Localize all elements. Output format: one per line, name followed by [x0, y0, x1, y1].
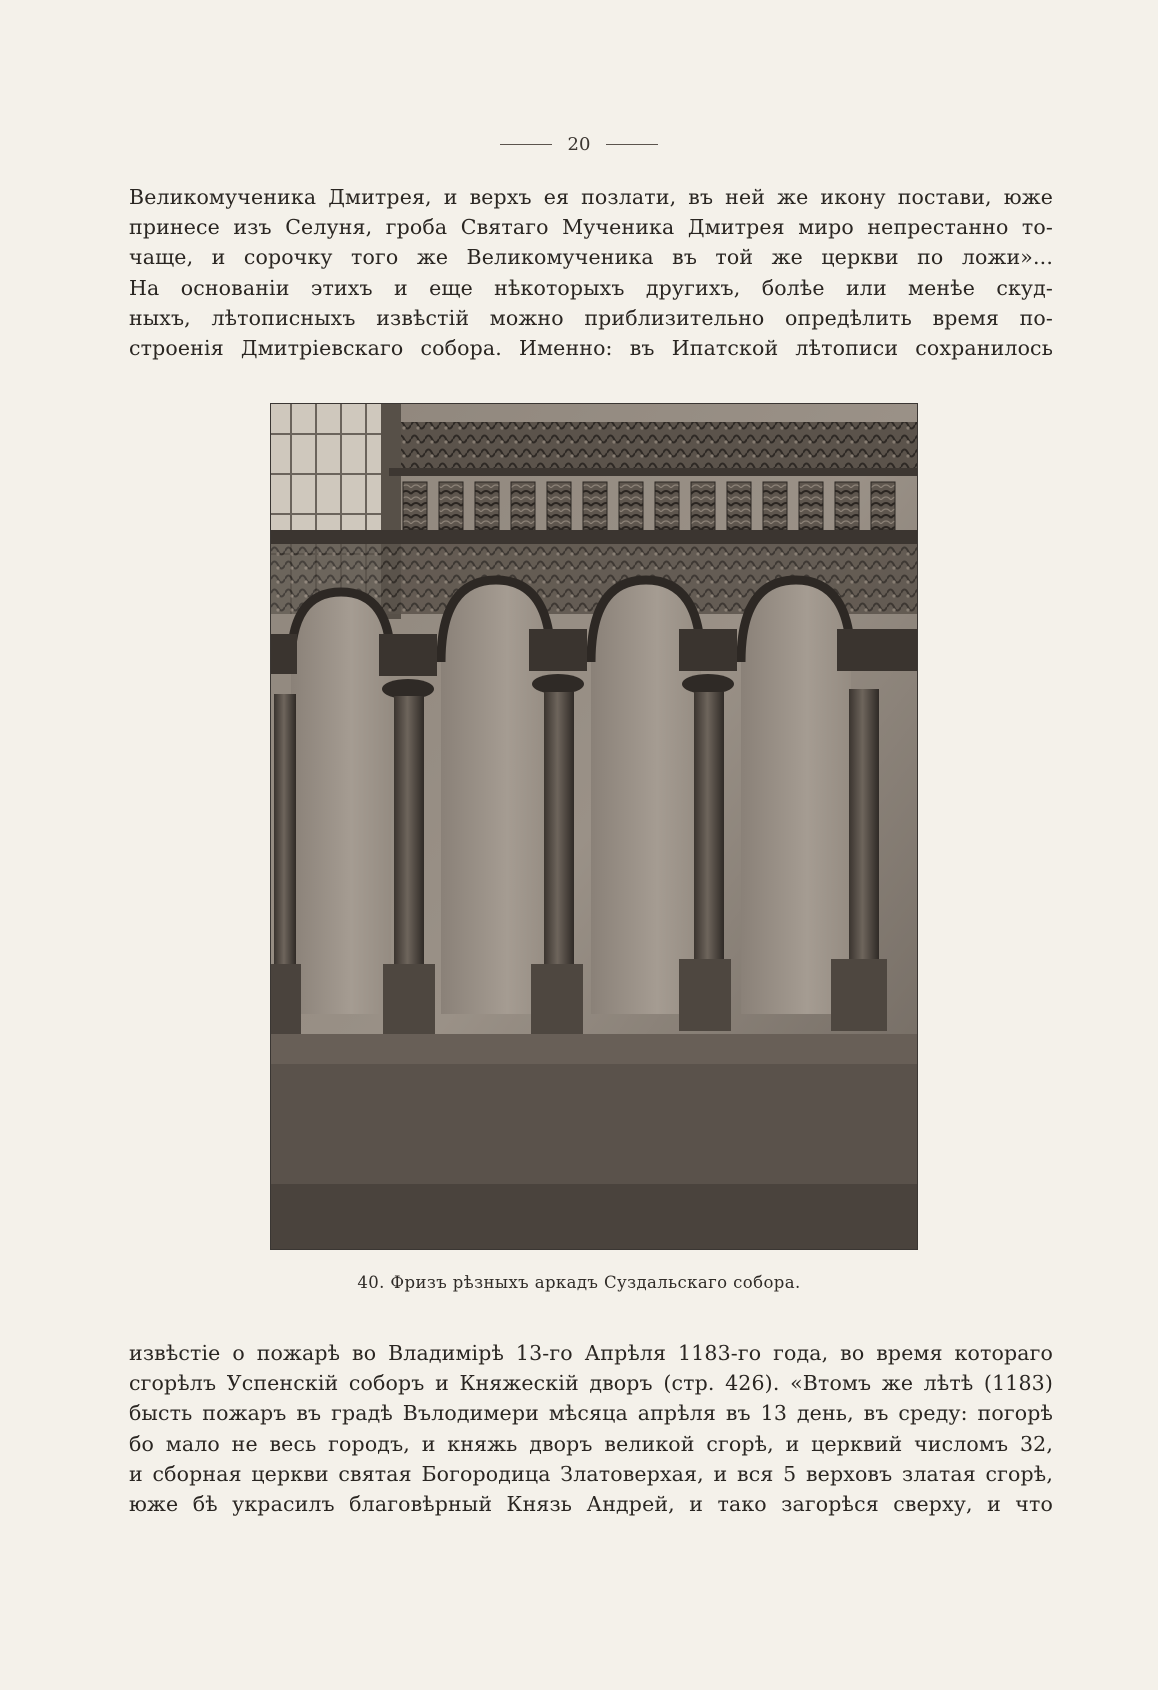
text-line: чаще, и сорочку того же Великомученика въ той же церкви по ложи»...	[129, 245, 1053, 270]
figure-caption: 40. Фризъ рѣзныхъ аркадъ Суздальскаго собора.	[357, 1273, 801, 1292]
text-line: принесе изъ Селуня, гроба Святаго Мученика Дмитрея миро непрестанно то-	[129, 215, 1053, 240]
paragraph-top	[129, 182, 1053, 363]
text-line: строенiя Дмитрiевскаго собора. Именно: въ Ипатской лѣтописи сохранилось	[129, 336, 1053, 361]
text-line: сгорѣлъ Успенскiй соборъ и Княжескiй дворъ (стр. 426). «Втомъ же лѣтѣ (1183)	[129, 1371, 1053, 1396]
header-rule-left	[500, 144, 552, 145]
text-line: извѣстiе о пожарѣ во Владимiрѣ 13-го Апрѣля 1183-го года, во время котораго	[129, 1341, 1053, 1365]
paragraph-bottom	[129, 1338, 1053, 1519]
figure-photograph	[270, 403, 918, 1250]
page-number: 20	[567, 134, 591, 155]
text-line: и сборная церкви святая Богородица Златоверхая, и вся 5 верховъ златая сгорѣ,	[129, 1461, 1053, 1486]
text-line: Великомученика Дмитрея, и верхъ ея позлати, въ ней же икону постави, юже	[129, 185, 1053, 209]
text-line: юже бѣ украсилъ благовѣрный Князь Андрей, и тако загорѣся сверху, и что	[129, 1492, 1053, 1517]
page-header	[0, 134, 1158, 155]
text-line: бо мало не весь городъ, и княжь дворъ великой сгорѣ, и церквий числомъ 32,	[129, 1431, 1053, 1456]
text-line: ныхъ, лѣтописныхъ извѣстiй можно приблизительно опредѣлить время по-	[129, 305, 1053, 330]
text-line: бысть пожаръ въ градѣ Вълодимери мѣсяца апрѣля въ 13 день, въ среду: погорѣ	[129, 1401, 1053, 1426]
text-line: На основанiи этихъ и еще нѣкоторыхъ другихъ, болѣе или менѣе скуд-	[129, 275, 1053, 300]
header-rule-right	[606, 144, 658, 145]
